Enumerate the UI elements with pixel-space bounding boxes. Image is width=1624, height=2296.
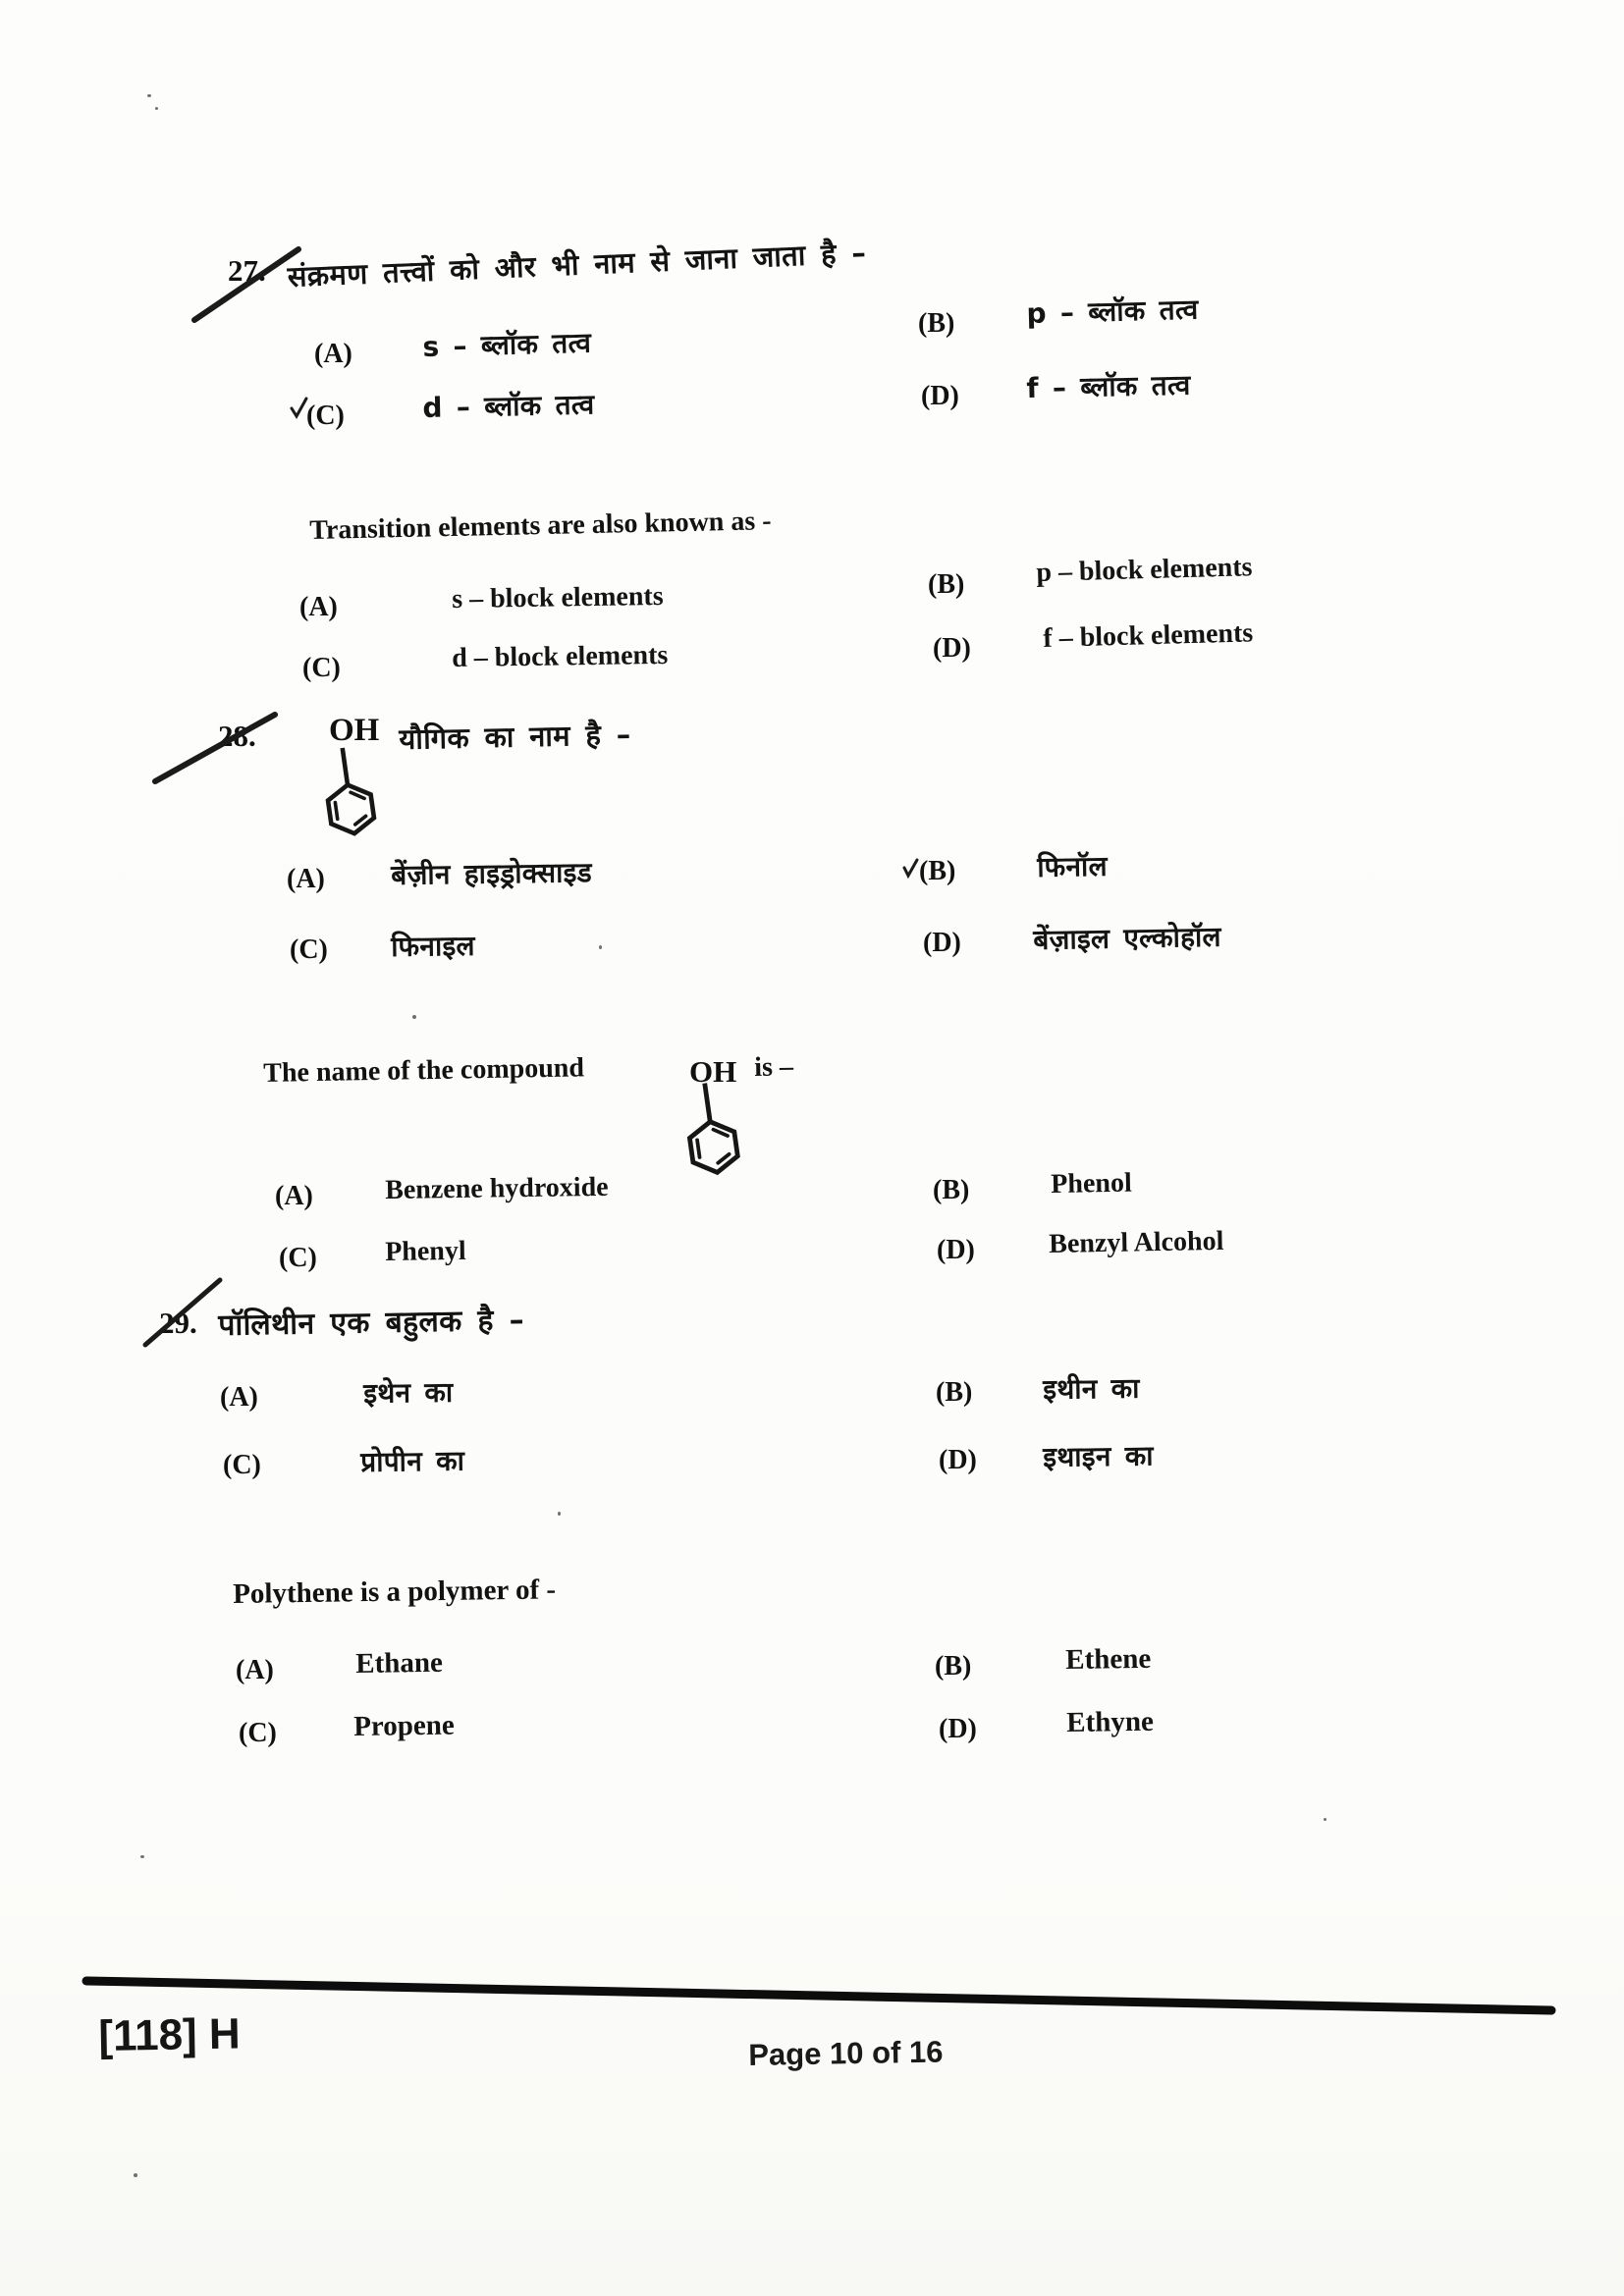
option-label: (D)	[939, 1714, 977, 1744]
option-text: p – ब्लॉक तत्व	[1026, 293, 1199, 330]
question-number: 29.	[159, 1306, 197, 1340]
option-text: Benzene hydroxide	[385, 1171, 609, 1205]
option-label: (C)	[302, 653, 341, 683]
option-label: (C)	[306, 400, 345, 431]
option-text: f – block elements	[1043, 617, 1254, 654]
ink-speck	[599, 945, 602, 949]
option-label: (D)	[933, 633, 971, 664]
option-text: इथेन का	[363, 1375, 454, 1410]
question-text-english: Polythene is a polymer of -	[233, 1574, 557, 1610]
option-label: (A)	[220, 1382, 258, 1413]
ink-speck	[412, 1015, 416, 1019]
option-label: (D)	[939, 1445, 977, 1475]
option-label: (A)	[275, 1181, 313, 1211]
option-text: s – block elements	[452, 580, 664, 614]
option-text: Ethyne	[1066, 1705, 1155, 1738]
option-text: p – block elements	[1036, 552, 1253, 588]
option-text: बेंज़ाइल एल्कोहॉल	[1033, 920, 1222, 956]
question-text-hindi: संक्रमण तत्त्वों को और भी नाम से जाना जाता है –	[287, 236, 867, 294]
formula-oh-label: OH	[689, 1054, 737, 1089]
option-text: इथाइन का	[1043, 1439, 1154, 1473]
ink-speck	[1324, 1818, 1326, 1821]
option-text: Benzyl Alcohol	[1049, 1225, 1224, 1259]
option-text: Ethene	[1065, 1642, 1152, 1676]
option-text: d – ब्लॉक तत्व	[422, 388, 595, 424]
question-text-hindi: यौगिक का नाम है –	[399, 718, 631, 756]
option-label: (B)	[919, 856, 956, 886]
option-label: (C)	[223, 1450, 261, 1480]
option-label: (B)	[936, 1377, 973, 1408]
option-text: फिनाइल	[391, 929, 476, 963]
question-number: 28.	[218, 719, 256, 753]
option-label: (D)	[921, 381, 959, 411]
option-text: Ethane	[355, 1646, 444, 1680]
option-text: प्रोपीन का	[360, 1444, 465, 1478]
footer-rule	[0, 1971, 1624, 2022]
ink-speck	[558, 1512, 561, 1516]
option-label: (A)	[314, 339, 352, 369]
option-label: (B)	[935, 1651, 972, 1682]
question-text-english: Transition elements are also known as -	[309, 506, 772, 546]
footer-page-indicator: Page 10 of 16	[748, 2034, 944, 2072]
option-label: (B)	[933, 1175, 970, 1205]
option-text: Propene	[353, 1709, 455, 1742]
footer-booklet-code: [118] H	[98, 2009, 242, 2060]
option-text: इथीन का	[1043, 1371, 1140, 1406]
option-text: Phenyl	[385, 1235, 466, 1267]
ink-speck	[147, 94, 151, 97]
option-label: (B)	[928, 569, 965, 600]
option-label: (A)	[299, 592, 338, 622]
question-text-english-prefix: The name of the compound	[263, 1052, 585, 1089]
option-text: फिनॉल	[1037, 849, 1109, 883]
option-text: f – ब्लॉक तत्व	[1026, 368, 1191, 404]
question-text-english-suffix: is –	[754, 1051, 794, 1083]
option-label: (C)	[239, 1718, 277, 1748]
strike-mark	[149, 705, 282, 788]
option-text: d – block elements	[452, 639, 669, 673]
option-label: (C)	[290, 934, 328, 965]
question-text-hindi: पॉलिथीन एक बहुलक है –	[218, 1303, 525, 1343]
ink-speck	[134, 2173, 137, 2177]
benzene-ring-diagram	[674, 1079, 747, 1185]
ink-speck	[140, 1855, 144, 1858]
option-label: (B)	[918, 308, 955, 339]
option-label: (D)	[937, 1235, 975, 1265]
option-label: (C)	[279, 1243, 317, 1273]
option-text: बेंज़ीन हाइड्रोक्साइड	[391, 856, 593, 891]
option-text: Phenol	[1051, 1167, 1132, 1200]
strike-mark	[139, 1272, 228, 1351]
check-mark	[901, 856, 921, 880]
benzene-ring-diagram	[314, 744, 382, 845]
option-label: (A)	[236, 1655, 274, 1685]
option-label: (D)	[923, 928, 961, 958]
formula-oh-label: OH	[329, 713, 380, 748]
ink-speck	[155, 107, 158, 110]
option-label: (A)	[287, 864, 325, 894]
question-number: 27.	[228, 253, 266, 288]
option-text: s – ब्लॉक तत्व	[422, 326, 592, 363]
